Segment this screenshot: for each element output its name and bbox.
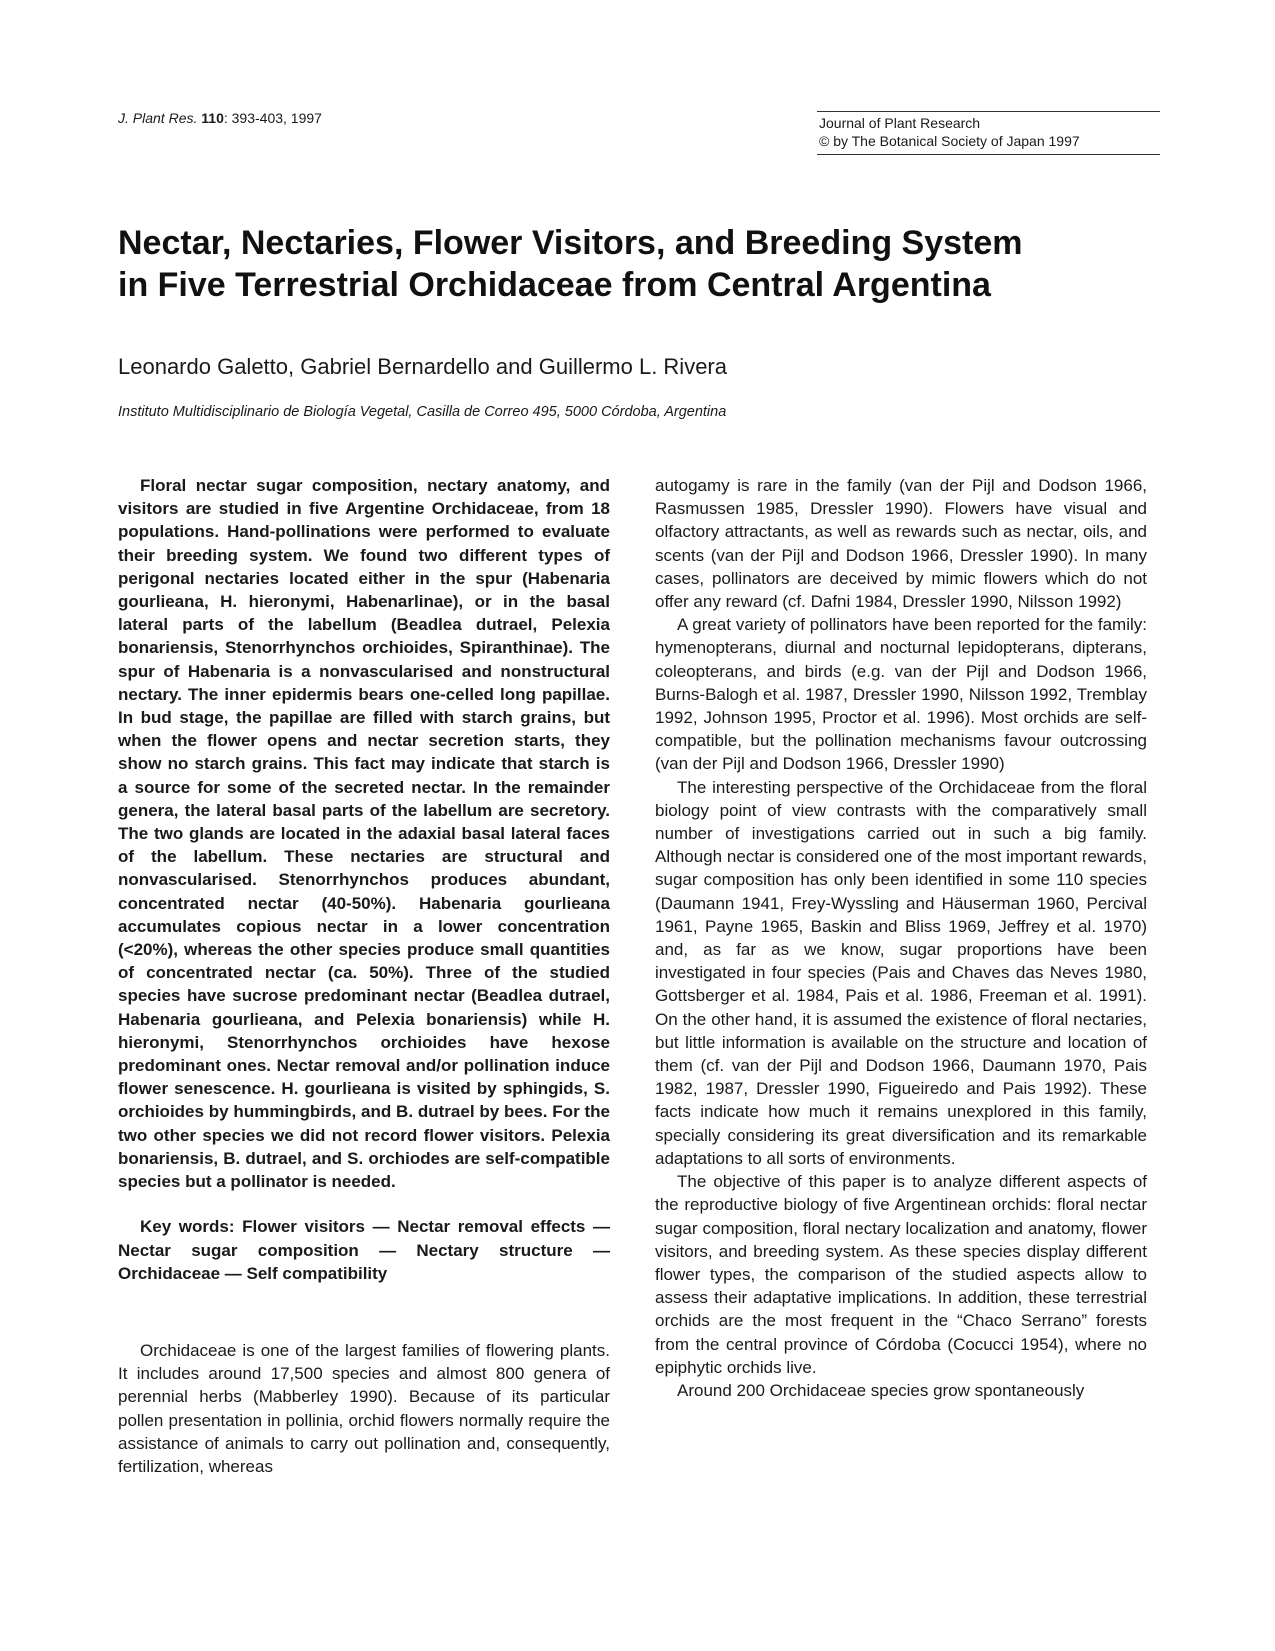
journal-info-box	[817, 111, 1160, 155]
body-paragraph: The interesting perspective of the Orchidaceae from the floral biology point of view contrasts with the comparatively small number of investigations carried out in such a big family. Although nectar is considered one of the most important rewards, sugar composition has only been identified in some 110 species (Daumann 1941, Frey-Wyssling and Häuserman 1960, Percival 1961, Payne 1965, Baskin and Bliss 1969, Jeffrey et al. 1970) and, as far as we know, sugar proportions have been investigated in four species (Pais and Chaves das Neves 1980, Gottsberger et al. 1984, Pais et al. 1986, Freeman et al. 1991). On the other hand, it is assumed the existence of floral nectaries, but little information is available on the structure and location of them (cf. van der Pijl and Dodson 1966, Daumann 1970, Pais 1982, 1987, Dressler 1990, Figueiredo and Pais 1992). These facts indicate how much it remains unexplored in this family, specially considering its great diversification and its remarkable adaptations to all sorts of environments.	[655, 777, 1147, 1168]
journal-abbrev: J. Plant Res.	[118, 110, 198, 126]
volume-number: 110	[201, 110, 224, 126]
body-paragraph: A great variety of pollinators have been reported for the family: hymenopterans, diurnal and nocturnal lepidopterans, dipterans, coleopterans, and birds (e.g. van der Pijl and Dodson 1966, Burns-Balogh et al. 1987, Dressler 1990, Nilsson 1992, Tremblay 1992, Johnson 1995, Proctor et al. 1996). Most orchids are self-compatible, but the pollination mechanisms favour outcrossing (van der Pijl and Dodson 1966, Dressler 1990)	[655, 615, 1147, 774]
body-paragraph: Around 200 Orchidaceae species grow spontaneously	[677, 1380, 1085, 1400]
title-line-1: Nectar, Nectaries, Flower Visitors, and Breeding System	[118, 224, 1023, 262]
body-paragraph: The objective of this paper is to analyze different aspects of the reproductive biology of five Argentinean orchids: floral nectar sugar composition, floral nectary localization and anatomy, flower visitors, and breeding system. As these species display different flower types, the comparison of the studied aspects allow to assess their adaptative implications. In addition, these terrestrial orchids are the most frequent in the “Chaco Serrano” forests from the central province of Córdoba (Cocucci 1954), where no epiphytic orchids live.	[655, 1172, 1147, 1377]
introduction-paragraph: Orchidaceae is one of the largest families of flowering plants. It includes around 17,500 species and almost 800 genera of perennial herbs (Mabberley 1990). Because of its particular pollen presentation in pollinia, orchid flowers normally require the assistance of animals to carry out pollination and, consequently, fertilization, whereas	[118, 1340, 610, 1476]
running-head	[118, 110, 322, 126]
bottom-rule	[817, 154, 1160, 155]
keywords: Key words: Flower visitors — Nectar removal effects — Nectar sugar composition — Nectary structure — Orchidaceae — Self compatibility	[118, 1217, 610, 1283]
left-column	[118, 474, 610, 1478]
top-rule	[817, 111, 1160, 112]
copyright-line: © by The Botanical Society of Japan 1997	[819, 133, 1080, 149]
title-line-2: in Five Terrestrial Orchidaceae from Central Argentina	[118, 266, 991, 304]
abstract: Floral nectar sugar composition, nectary anatomy, and visitors are studied in five Argentine Orchidaceae, from 18 populations. Hand-pollinations were performed to evaluate their breeding system. We found two different types of perigonal nectaries located either in the spur (Habenaria gourlieana, H. hieronymi, Habenarlinae), or in the basal lateral parts of the labellum (Beadlea dutrael, Pelexia bonariensis, Stenorrhynchos orchioides, Spiranthinae). The spur of Habenaria is a nonvascularised and nonstructural nectary. The inner epidermis bears one-celled long papillae. In bud stage, the papillae are filled with starch grains, but when the flower opens and nectar secretion starts, they show no starch grains. This fact may indicate that starch is a source for some of the secreted nectar. In the remainder genera, the lateral basal parts of the labellum are secretory. The two glands are located in the adaxial basal lateral faces of the labellum. These nectaries are structural and nonvascularised. Stenorrhynchos produces abundant, concentrated nectar (40-50%). Habenaria gourlieana accumulates copious nectar in a lower concentration (<20%), whereas the other species produce small quantities of concentrated nectar (ca. 50%). Three of the studied species have sucrose predominant nectar (Beadlea dutrael, Habenaria gourlieana, and Pelexia bonariensis) while H. hieronymi, Stenorrhynchos orchioides have hexose predominant ones. Nectar removal and/or pollination induce flower senescence. H. gourlieana is visited by sphingids, S. orchioides by hummingbirds, and B. dutrael by bees. For the two other species we did not record flower visitors. Pelexia bonariensis, B. dutrael, and S. orchiodes are self-compatible species but a pollinator is needed.	[118, 476, 610, 1192]
affiliation: Instituto Multidisciplinario de Biología Vegetal, Casilla de Correo 495, 5000 Córdoba, Argentina	[118, 404, 727, 420]
journal-name: Journal of Plant Research	[819, 115, 981, 131]
paper-title	[118, 222, 1118, 306]
right-column	[655, 474, 1147, 1402]
author-list: Leonardo Galetto, Gabriel Bernardello and Guillermo L. Rivera	[118, 354, 727, 379]
page-range: : 393-403, 1997	[223, 110, 322, 126]
body-paragraph: autogamy is rare in the family (van der Pijl and Dodson 1966, Rasmussen 1985, Dressler 1990). Flowers have visual and olfactory attractants, as well as rewards such as nectar, oils, and scents (van der Pijl and Dodson 1966, Dressler 1990). In many cases, pollinators are deceived by mimic flowers which do not offer any reward (cf. Dafni 1984, Dressler 1990, Nilsson 1992)	[655, 476, 1147, 612]
